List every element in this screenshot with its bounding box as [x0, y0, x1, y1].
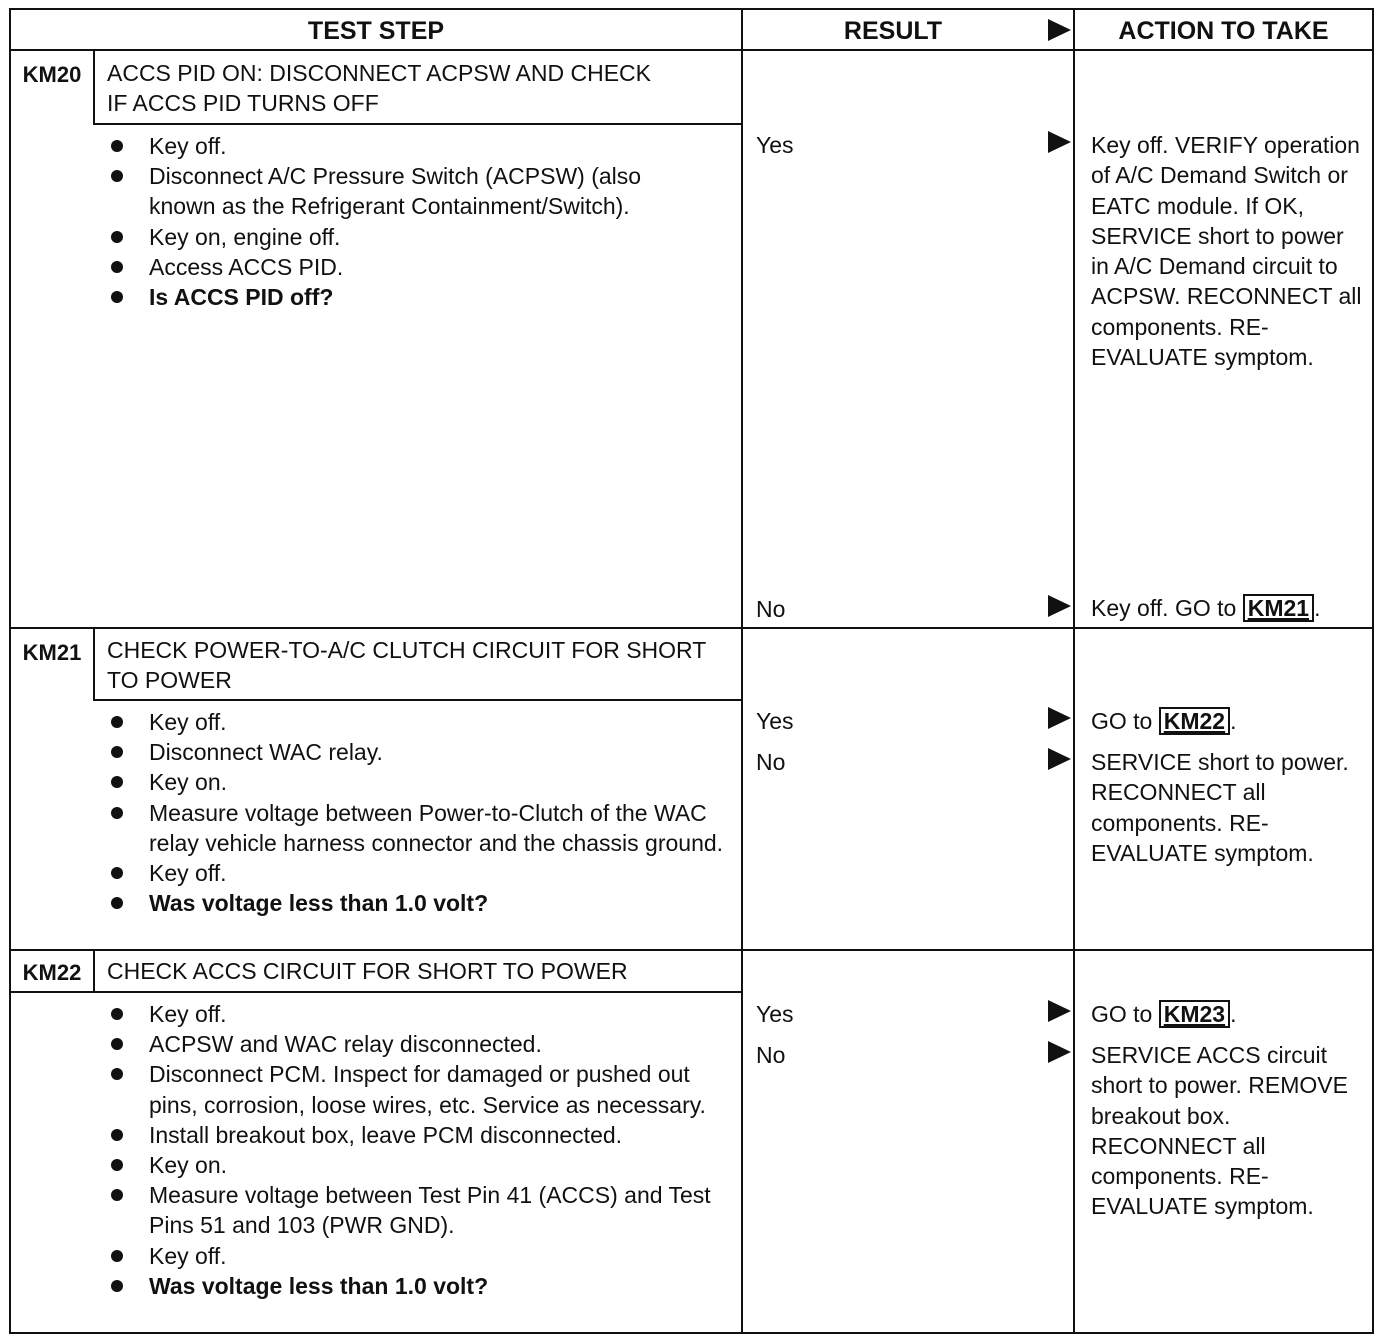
- id-divider-km21: [93, 628, 95, 700]
- step-item: Install breakout box, leave PCM disconnected.: [107, 1120, 727, 1150]
- step-item: Measure voltage between Test Pin 41 (ACCS) and Test Pins 51 and 103 (PWR GND).: [107, 1180, 749, 1240]
- step-id-km21: KM21: [22, 640, 82, 665]
- arrow-icon: [1048, 748, 1071, 770]
- step-title-km21: CHECK POWER-TO-A/C CLUTCH CIRCUIT FOR SHORT TO POWER: [107, 637, 706, 693]
- header-test-step: TEST STEP: [307, 17, 445, 45]
- column-divider-action: [1073, 10, 1075, 1332]
- step-ref-link[interactable]: KM23: [1159, 1000, 1230, 1028]
- arrow-icon: [1048, 1000, 1071, 1022]
- step-title-km20: ACCS PID ON: DISCONNECT ACPSW AND CHECK IF ACCS PID TURNS OFF: [107, 60, 651, 116]
- action-yes-km22: [1091, 999, 1366, 1029]
- header-result: RESULT: [843, 17, 943, 45]
- result-yes-km20: Yes: [756, 132, 794, 158]
- arrow-icon: [1048, 707, 1071, 729]
- step-list-km21: [107, 707, 727, 918]
- action-suffix: .: [1230, 1001, 1237, 1027]
- action-text: GO to: [1091, 1001, 1153, 1027]
- arrow-icon: [1048, 595, 1071, 617]
- step-item: Measure voltage between Power-to-Clutch of the WAC relay vehicle harness connector and the chassis ground.: [107, 798, 727, 858]
- step-ref-link[interactable]: KM21: [1243, 594, 1314, 622]
- result-no-km20: No: [756, 596, 786, 622]
- result-yes-km21: Yes: [756, 708, 794, 734]
- step-item: Key off.: [107, 858, 727, 888]
- km21-bottom-line: [11, 949, 1372, 951]
- step-item: Key off.: [107, 999, 727, 1029]
- header-arrow-icon: [1048, 19, 1071, 41]
- column-divider-result: [741, 10, 743, 1332]
- km21-title-line: [93, 699, 741, 701]
- result-no-km21: No: [756, 749, 786, 775]
- arrow-icon: [1048, 131, 1071, 153]
- step-list-km22: [107, 999, 727, 1301]
- step-question: Was voltage less than 1.0 volt?: [107, 888, 727, 918]
- step-item: Disconnect PCM. Inspect for damaged or pushed out pins, corrosion, loose wires, etc. Service as necessary.: [107, 1059, 709, 1119]
- result-no-km22: No: [756, 1042, 786, 1068]
- km20-title-line: [93, 123, 741, 125]
- step-question: Is ACCS PID off?: [107, 282, 727, 312]
- step-item: Disconnect WAC relay.: [107, 737, 727, 767]
- step-ref-link[interactable]: KM22: [1159, 707, 1230, 735]
- step-id-km22: KM22: [22, 960, 82, 985]
- action-text: Key off. GO to: [1091, 595, 1237, 621]
- km20-bottom-line: [11, 627, 1372, 629]
- step-item: Key off.: [107, 1241, 727, 1271]
- step-item: Key on.: [107, 767, 727, 797]
- step-item: Key off.: [107, 707, 727, 737]
- action-yes-km21: [1091, 706, 1366, 736]
- result-yes-km22: Yes: [756, 1001, 794, 1027]
- step-id-km20: KM20: [22, 62, 82, 87]
- id-divider-km22: [93, 950, 95, 992]
- step-question: Was voltage less than 1.0 volt?: [107, 1271, 727, 1301]
- step-item: Key off.: [107, 131, 727, 161]
- arrow-icon: [1048, 1041, 1071, 1063]
- action-suffix: .: [1314, 595, 1321, 621]
- action-no-km21: SERVICE short to power. RECONNECT all components. RE-EVALUATE symptom.: [1091, 749, 1349, 866]
- id-divider-km20: [93, 50, 95, 124]
- header-action: ACTION TO TAKE: [1118, 17, 1329, 45]
- action-no-km22: SERVICE ACCS circuit short to power. REMOVE breakout box. RECONNECT all components. RE-EVALUATE symptom.: [1091, 1042, 1348, 1220]
- action-yes-km20: Key off. VERIFY operation of A/C Demand Switch or EATC module. If OK, SERVICE short to power in A/C Demand circuit to ACPSW. RECONNECT all components. RE-EVALUATE symptom.: [1091, 132, 1362, 371]
- step-item: Disconnect A/C Pressure Switch (ACPSW) (also known as the Refrigerant Containment/Switch).: [107, 161, 689, 221]
- step-item: Key on, engine off.: [107, 222, 727, 252]
- step-item: Key on.: [107, 1150, 727, 1180]
- action-suffix: .: [1230, 708, 1237, 734]
- action-text: GO to: [1091, 708, 1153, 734]
- step-list-km20: [107, 131, 727, 312]
- action-no-km20: [1091, 593, 1366, 623]
- step-item: ACPSW and WAC relay disconnected.: [107, 1029, 727, 1059]
- step-title-km22: CHECK ACCS CIRCUIT FOR SHORT TO POWER: [107, 958, 628, 984]
- diagnostic-table: [9, 8, 1374, 1334]
- step-item: Access ACCS PID.: [107, 252, 727, 282]
- km22-title-line: [11, 991, 741, 993]
